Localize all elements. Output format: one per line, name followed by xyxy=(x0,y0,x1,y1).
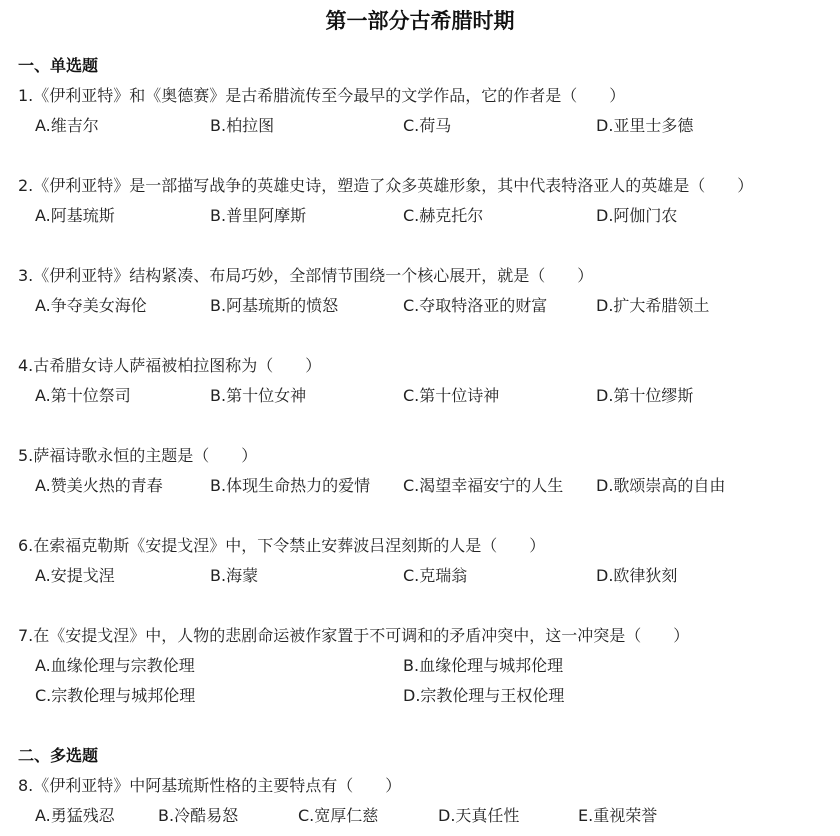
question-4-option-b: B.第十位女神 xyxy=(210,386,307,405)
question-2-option-a: A.阿基琉斯 xyxy=(35,206,115,225)
question-5-option-a: A.赞美火热的青春 xyxy=(35,476,163,495)
question-5-option-c: C.渴望幸福安宁的人生 xyxy=(403,476,564,495)
section-title-single-choice: 一、单选题 xyxy=(18,56,99,75)
section-title-multiple-choice: 二、多选题 xyxy=(18,746,99,765)
question-8-option-d: D.天真任性 xyxy=(438,806,520,825)
question-8-option-c: C.宽厚仁慈 xyxy=(298,806,379,825)
question-4-option-a: A.第十位祭司 xyxy=(35,386,131,405)
question-6-option-b: B.海蒙 xyxy=(210,566,259,585)
question-4-option-d: D.第十位缪斯 xyxy=(596,386,694,405)
question-1-option-a: A.维吉尔 xyxy=(35,116,99,135)
question-5-text: 5.萨福诗歌永恒的主题是（ ） xyxy=(18,446,258,465)
question-7-option-c: C.宗教伦理与城邦伦理 xyxy=(35,686,196,705)
question-2-option-c: C.赫克托尔 xyxy=(403,206,484,225)
question-2-option-b: B.普里阿摩斯 xyxy=(210,206,307,225)
question-7-text: 7.在《安提戈涅》中，人物的悲剧命运被作家置于不可调和的矛盾冲突中，这一冲突是（ ） xyxy=(18,626,690,645)
question-8-option-b: B.冷酷易怒 xyxy=(158,806,239,825)
question-3-option-b: B.阿基琉斯的愤怒 xyxy=(210,296,339,315)
question-2-text: 2.《伊利亚特》是一部描写战争的英雄史诗，塑造了众多英雄形象，其中代表特洛亚人的英雄是（ ） xyxy=(18,176,754,195)
question-3-text: 3.《伊利亚特》结构紧凑、布局巧妙，全部情节围绕一个核心展开，就是（ ） xyxy=(18,266,594,285)
question-1-option-b: B.柏拉图 xyxy=(210,116,275,135)
question-3-option-a: A.争夺美女海伦 xyxy=(35,296,147,315)
question-8-option-e: E.重视荣誉 xyxy=(578,806,658,825)
question-6-option-d: D.欧律狄刻 xyxy=(596,566,678,585)
question-7-option-b: B.血缘伦理与城邦伦理 xyxy=(403,656,564,675)
question-2-option-d: D.阿伽门农 xyxy=(596,206,678,225)
question-4-option-c: C.第十位诗神 xyxy=(403,386,500,405)
question-6-option-c: C.克瑞翁 xyxy=(403,566,468,585)
question-5-option-b: B.体现生命热力的爱情 xyxy=(210,476,371,495)
question-5-option-d: D.歌颂崇高的自由 xyxy=(596,476,726,495)
question-1-option-c: C.荷马 xyxy=(403,116,452,135)
question-7-option-a: A.血缘伦理与宗教伦理 xyxy=(35,656,195,675)
page-title: 第一部分古希腊时期 xyxy=(325,9,515,33)
question-6-option-a: A.安提戈涅 xyxy=(35,566,115,585)
question-4-text: 4.古希腊女诗人萨福被柏拉图称为（ ） xyxy=(18,356,322,375)
question-6-text: 6.在索福克勒斯《安提戈涅》中，下令禁止安葬波吕涅刻斯的人是（ ） xyxy=(18,536,546,555)
question-3-option-c: C.夺取特洛亚的财富 xyxy=(403,296,548,315)
question-8-option-a: A.勇猛残忍 xyxy=(35,806,115,825)
question-1-option-d: D.亚里士多德 xyxy=(596,116,694,135)
question-7-option-d: D.宗教伦理与王权伦理 xyxy=(403,686,565,705)
question-1-text: 1.《伊利亚特》和《奥德赛》是古希腊流传至今最早的文学作品，它的作者是（ ） xyxy=(18,86,626,105)
question-3-option-d: D.扩大希腊领土 xyxy=(596,296,710,315)
question-8-text: 8.《伊利亚特》中阿基琉斯性格的主要特点有（ ） xyxy=(18,776,402,795)
